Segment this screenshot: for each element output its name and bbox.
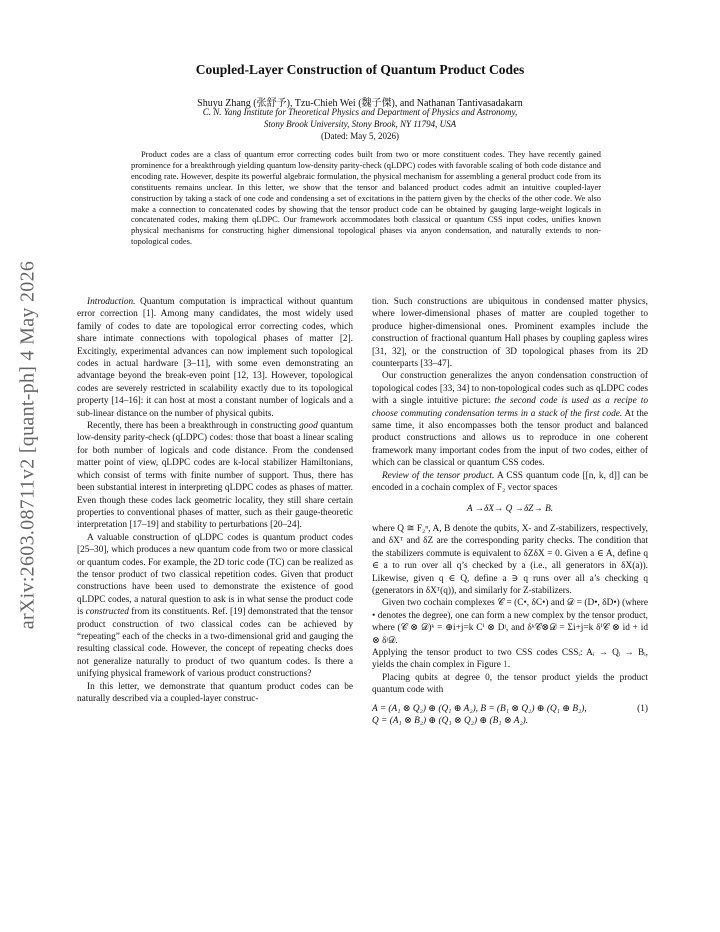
paragraph-text: Our construction generalizes the anyon condensation construction of topological codes [33, 34] to non-topological codes such as qLDPC codes with a single intuitive picture: [372,371,648,407]
paragraph-placing-qubits: Placing qubits at degree 0, the tensor product yields the product quantum code with [372,672,648,696]
paragraph-introduction [77,296,353,420]
emphasis: constructed [85,607,129,618]
date-line: (Dated: May 5, 2026) [321,131,399,141]
equation-chain-complex: A →δX→ Q →δZ→ B. [466,503,554,514]
arxiv-identifier: arXiv:2603.08711v2 [quant-ph] 4 May 2026 [16,260,39,630]
arxiv-stamp [4,230,52,660]
left-column [77,296,353,705]
paragraph-text: A valuable construction of qLDPC codes is quantum product codes [25–30], which produces a new quantum code from two or more classical or quantum codes. For example, the 2D toric code (TC) can be realized as the tensor product of two classical repetition codes. Given that product constructions have been used to demonstrate the existence of good qLDPC codes, a natural question to ask is in what sense the product code is [77,532,353,618]
emphasis: good [299,421,318,432]
affiliation-line-1: C. N. Yang Institute for Theoretical Physics and Department of Physics and Astronomy, [202,107,518,117]
right-column [372,296,648,733]
paragraph-coupled-layer: tion. Such constructions are ubiquitous in condensed matter physics, where lower-dimensional phases of matter are coupled together to produce higher-dimensional ones. Prominent examples include the construction of fractional quantum Hall phases by coupling gapless wires [31, 32], or the construction of 3D topological phases from its 2D counterparts [33–47]. [372,297,648,370]
paragraph-text: Quantum computation is impractical without quantum error correction [1]. Among many candidates, the most widely used family of codes to date are topological error correcting codes, which share intimate connections with topological phases of matter [2]. Excitingly, experimental advances can now implement such topological codes in actual hardware [3–11], with some even demonstrating an advantage beyond the break-even point [12, 13]. However, topological codes are severely restricted in scalability exactly due to its topological property [14–16]: it can host at most a constant number of logicals and a sub-linear distance on the number of physical qubits. [77,297,353,419]
paragraph-text: A CSS quantum code [[n, k, d]] can be encoded in a cochain complex of F₂ vector spaces [372,470,648,494]
paragraph-text: At the same time, it also encompasses both the tensor product and balanced product constructions and allows us to reproduce in one coherent framework many important codes from the input of two codes, either of which can be classical or quantum CSS codes. [372,408,648,469]
paragraph-product-codes [77,532,353,681]
affiliation-line-2: Stony Brook University, Stony Brook, NY 11794, USA [263,119,457,129]
paragraph-text: Recently, there has been a breakthrough in constructing [87,421,300,432]
author-list: Shuyu Zhang (张舒予), Tzu-Chieh Wei (魏子傑), and Nathanan Tantivasadakarn [197,98,523,109]
equation-1 [372,703,648,728]
figure-link[interactable]: 1 [503,660,508,671]
paragraph-text: . [507,660,511,671]
paragraph-review [372,470,648,495]
paragraph-text: from its constituents. Ref. [19] demonstrated that the tensor product construction of two classical codes can be achieved by “repeating” each of the checks in a two-dimensional grid and gauging the resulting classical code. However, the concept of repeating checks does not generalize naturally to product of two quantum codes. Is there a unifying physical framework of various product constructions? [77,607,353,680]
equation-1-line-2: Q = (A₁ ⊗ B₂) ⊕ (Q₁ ⊗ Q₂) ⊕ (B₁ ⊗ A₂). [372,716,529,726]
emphasis: the second code is used as a recipe to choose commuting condensation terms in a stack of the first code. [372,396,648,419]
paragraph-letter: In this letter, we demonstrate that quantum product codes can be naturally described via a coupled-layer construc- [77,681,353,704]
paper-title: Coupled-Layer Construction of Quantum Product Codes [195,62,525,77]
equation-number: (1) [637,703,648,714]
paragraph-definitions: where Q ≅ F₂ⁿ, A, B denote the qubits, X- and Z-stabilizers, respectively, and δXᵀ and δZ are the corresponding parity checks. The condition that the stabilizers commute is equivalent to δZδX = 0. Given a ∈ A, define q ∈ a to run over all q’s checked by a (i.e., all generators in δX(a)). Likewise, given q ∈ Q, define a ∋ q runs over all a’s checking q (generators in δXᵀ(q)), and similarly for Z-stabilizers. [372,523,648,596]
paragraph-qldpc [77,420,353,532]
paragraph-generalization [372,370,648,469]
paragraph-text: Applying the tensor product to two CSS codes CSSᵢ: Aᵢ → Qᵢ → Bᵢ, yields the chain complex in Figure [372,647,648,671]
section-lead-introduction: Introduction. [87,297,136,307]
equation-1-line-1: A = (A₁ ⊗ Q₂) ⊕ (Q₁ ⊕ A₂), B = (B₁ ⊗ Q₂) ⊕ (Q₁ ⊕ B₂), [372,703,587,714]
abstract: Product codes are a class of quantum error correcting codes built from two or more constituent codes. They have recently gained prominence for a breakthrough yielding quantum low-density parity-check (qLDPC) codes with favorable scaling of both code distance and encoding rate. However, despite its powerful algebraic formulation, the physical mechanism for assembling a general product code from its constituents remains unclear. In this letter, we show that the tensor and balanced product codes admit an intuitive coupled-layer construction by taking a stack of one code and condensing a set of excitations in the pattern given by the checks of the other code. We also make a connection to concatenated codes by showing that the tensor product code can be obtained by gauging large-weight logicals in concatenated codes, making them qLDPC. Our framework accommodates both classical or quantum CSS input codes, unifies known physical mechanisms for constructing higher dimensional topological phases via anyon condensation, and naturally extends to non-topological codes. [131,150,601,247]
paragraph-tensor-product: Given two cochain complexes 𝒞 = (C•, δC•) and 𝒟 = (D•, δD•) (where • denotes the degree), one can form a new complex by the tensor product, where (𝒞 ⊗ 𝒟)ᵏ = ⊕i+j=k Cⁱ ⊗ Dʲ, and δᵏ𝒞⊗𝒟 = Σi+j=k δⁱ𝒞 ⊗ id + id ⊗ δʲ𝒟. [372,598,648,646]
paragraph-applying [372,647,648,672]
paragraph-text: quantum low-density parity-check (qLDPC) codes: those that boast a linear scaling for both number of logicals and code distance. From the condensed matter point of view, qLDPC codes are k-local stabilizer Hamiltonians, which consist of terms with finite number of support. Thus, there has been substantial interest in interpreting qLDPC codes as phases of matter. Even though these codes lack geometric locality, they still share certain properties to conventional phases of matter, such as their gauge-theoretic interpretation [17–19] and stability to perturbations [20–24]. [77,421,353,531]
section-lead-review: Review of the tensor product. [382,470,495,481]
